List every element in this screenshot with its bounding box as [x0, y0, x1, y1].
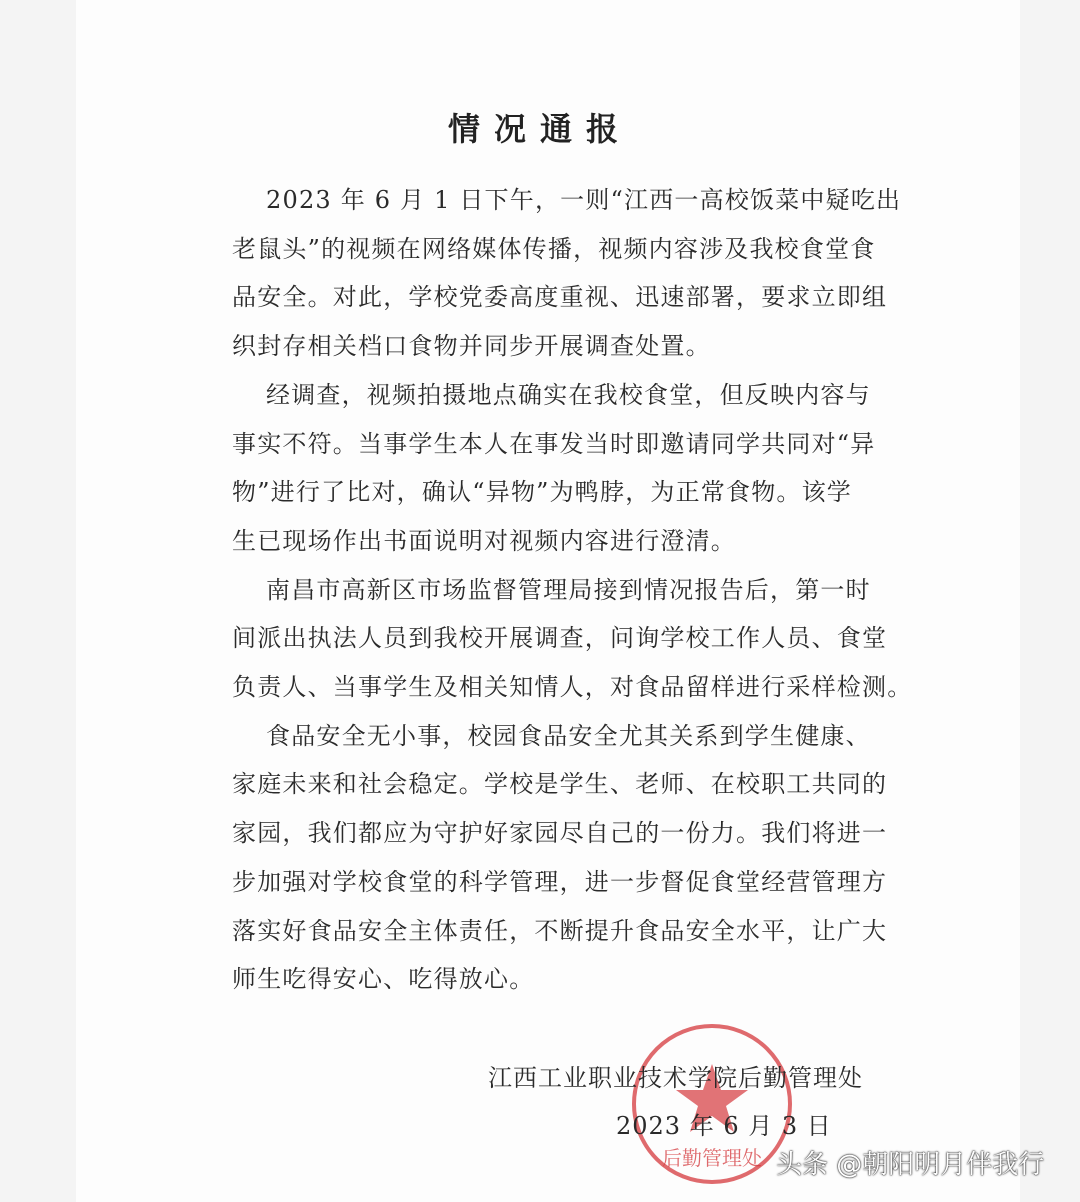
paragraph-line: 经调查，视频拍摄地点确实在我校食堂，但反映内容与: [266, 380, 871, 409]
paragraph-line: 家园，我们都应为守护好家园尽自己的一份力。我们将进一: [232, 819, 888, 848]
paragraph-line: 生已现场作出书面说明对视频内容进行澄清。: [232, 526, 736, 555]
paragraph-line: 间派出执法人员到我校开展调查，问询学校工作人员、食堂: [232, 624, 888, 653]
paragraph-line: 织封存相关档口食物并同步开展调查处置。: [232, 332, 711, 361]
signature-date: 2023 年 6 月 3 日: [616, 1112, 832, 1140]
signature-department: 江西工业职业技术学院后勤管理处: [488, 1064, 863, 1092]
paragraph-line: 负责人、当事学生及相关知情人，对食品留样进行采样检测。: [232, 673, 913, 701]
paragraph-line: 事实不符。当事学生本人在事发当时即邀请同学共同对“异: [232, 429, 876, 458]
paragraph-line: 落实好食品安全主体责任，不断提升食品安全水平，让广大: [232, 916, 888, 945]
paragraph-line: 2023 年 6 月 1 日下午，一则“江西一高校饭菜中疑吃出: [266, 186, 902, 214]
paragraph-line: 师生吃得安心、吃得放心。: [232, 965, 535, 994]
paragraph-line: 家庭未来和社会稳定。学校是学生、老师、在校职工共同的: [232, 770, 888, 799]
paragraph-line: 物”进行了比对，确认“异物”为鸭脖，为正常食物。该学: [232, 478, 853, 507]
paragraph-line: 品安全。对此，学校党委高度重视、迅速部署，要求立即组: [232, 283, 888, 312]
paragraph-line: 南昌市高新区市场监督管理局接到情况报告后，第一时: [266, 575, 871, 604]
watermark: 头条 @朝阳明月伴我行: [776, 1150, 1045, 1180]
paragraph-line: 食品安全无小事，校园食品安全尤其关系到学生健康、: [266, 721, 871, 750]
document-title: 情况通报: [447, 110, 632, 148]
official-seal: [628, 1020, 796, 1188]
paragraph-line: 老鼠头”的视频在网络媒体传播，视频内容涉及我校食堂食: [232, 234, 876, 263]
svg-text:后勤管理处: 后勤管理处: [662, 1146, 762, 1170]
paragraph-line: 步加强对学校食堂的科学管理，进一步督促食堂经营管理方: [232, 867, 888, 896]
